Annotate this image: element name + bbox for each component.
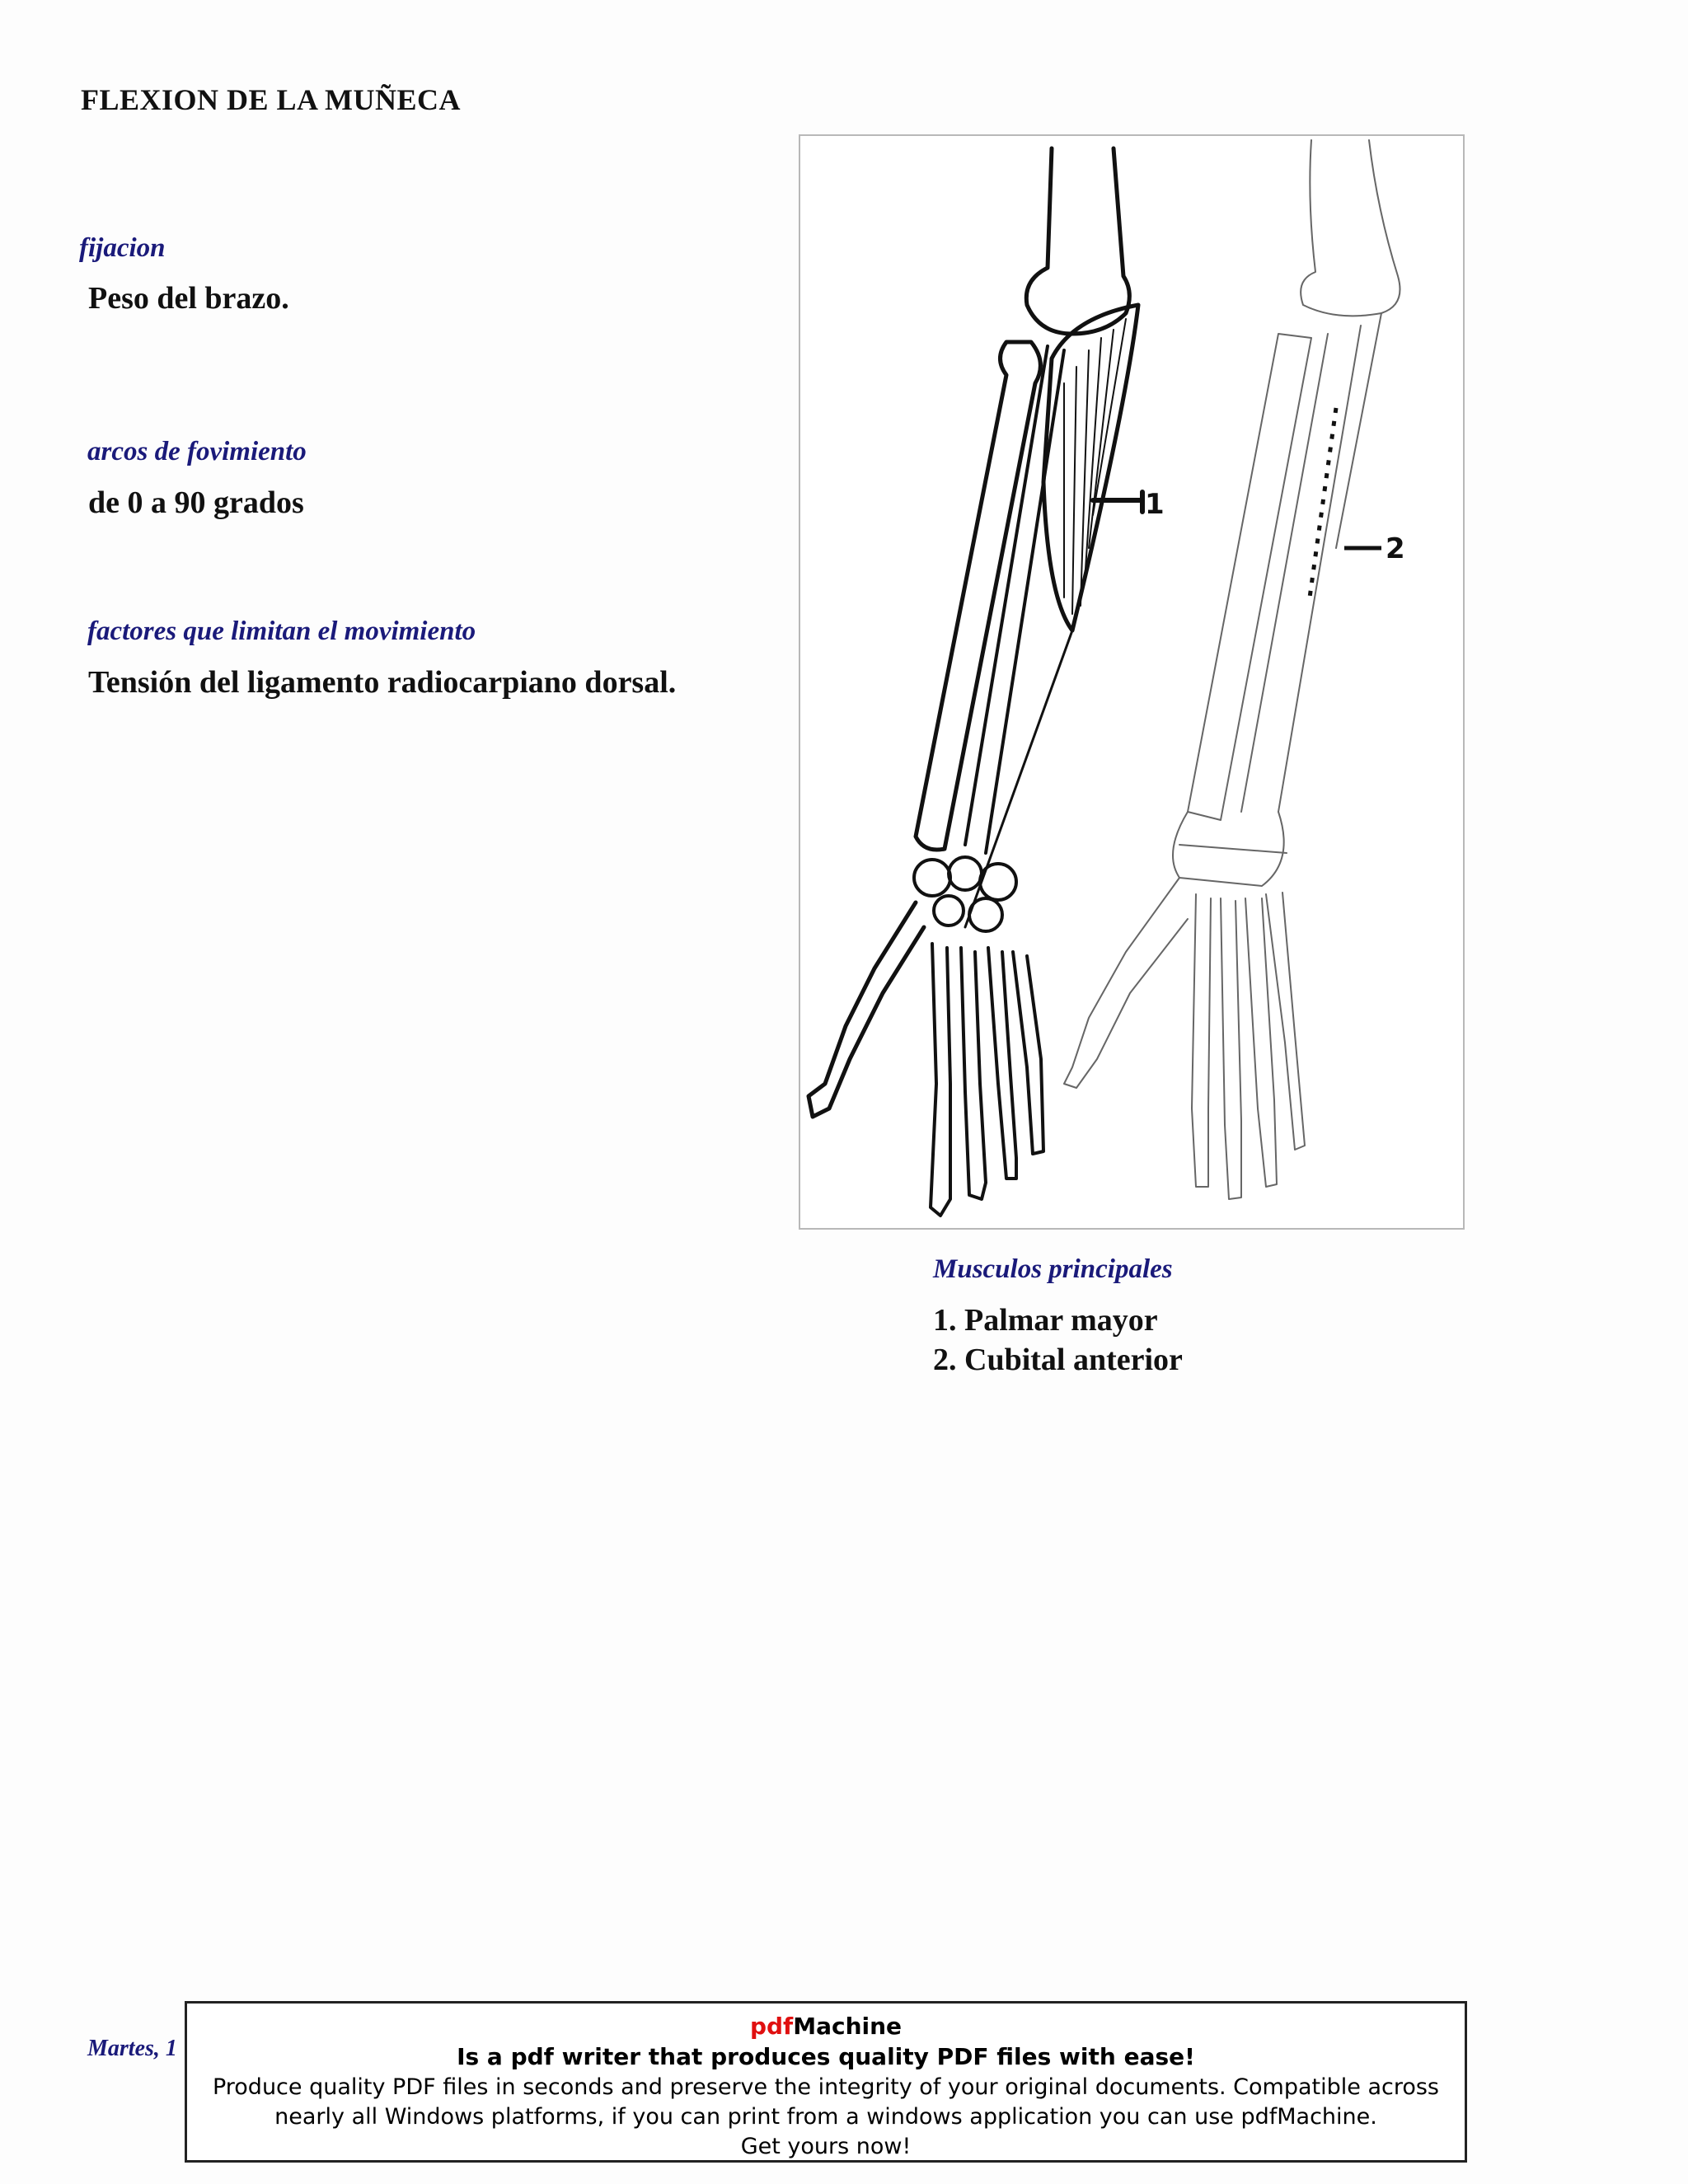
left-forearm-drawing [809, 148, 1142, 1216]
muscles-label: Musculos principales [933, 1254, 1173, 1284]
limits-value: Tensión del ligamento radiocarpiano dorsal. [88, 665, 677, 700]
banner-line-2: nearly all Windows platforms, if you can print from a windows application you can use pdfMachine. [274, 2104, 1377, 2130]
limits-label: factores que limitan el movimiento [87, 616, 476, 646]
fixation-value: Peso del brazo. [88, 281, 289, 316]
brand-red: pdf [749, 2013, 794, 2040]
anatomy-figure [799, 134, 1465, 1230]
muscle-item: 2. Cubital anterior [933, 1343, 1183, 1377]
banner-line-3: Get yours now! [740, 2134, 912, 2159]
brand-black: Machine [793, 2013, 903, 2040]
range-value: de 0 a 90 grados [88, 485, 304, 520]
banner-tagline: Is a pdf writer that produces quality PDF files with ease! [457, 2043, 1195, 2070]
callout-2-label: 2 [1386, 532, 1405, 565]
fixation-label: fijacion [79, 233, 166, 263]
forearm-illustration [800, 136, 1463, 1228]
cubital-tendon-dotted [1310, 408, 1336, 598]
range-label: arcos de fovimiento [87, 437, 307, 466]
right-forearm-drawing [1064, 140, 1400, 1199]
pdfmachine-banner [185, 2001, 1467, 2163]
muscle-item: 1. Palmar mayor [933, 1303, 1158, 1338]
footer-date: Martes, 1 [87, 2036, 177, 2061]
banner-brand [187, 2012, 1465, 2041]
page-title: FLEXION DE LA MUÑECA [81, 83, 462, 116]
callout-1-label: 1 [1145, 488, 1165, 521]
muscles-list [933, 1301, 1183, 1380]
banner-line-1: Produce quality PDF files in seconds and preserve the integrity of your original documents. Compatible across [212, 2074, 1440, 2100]
